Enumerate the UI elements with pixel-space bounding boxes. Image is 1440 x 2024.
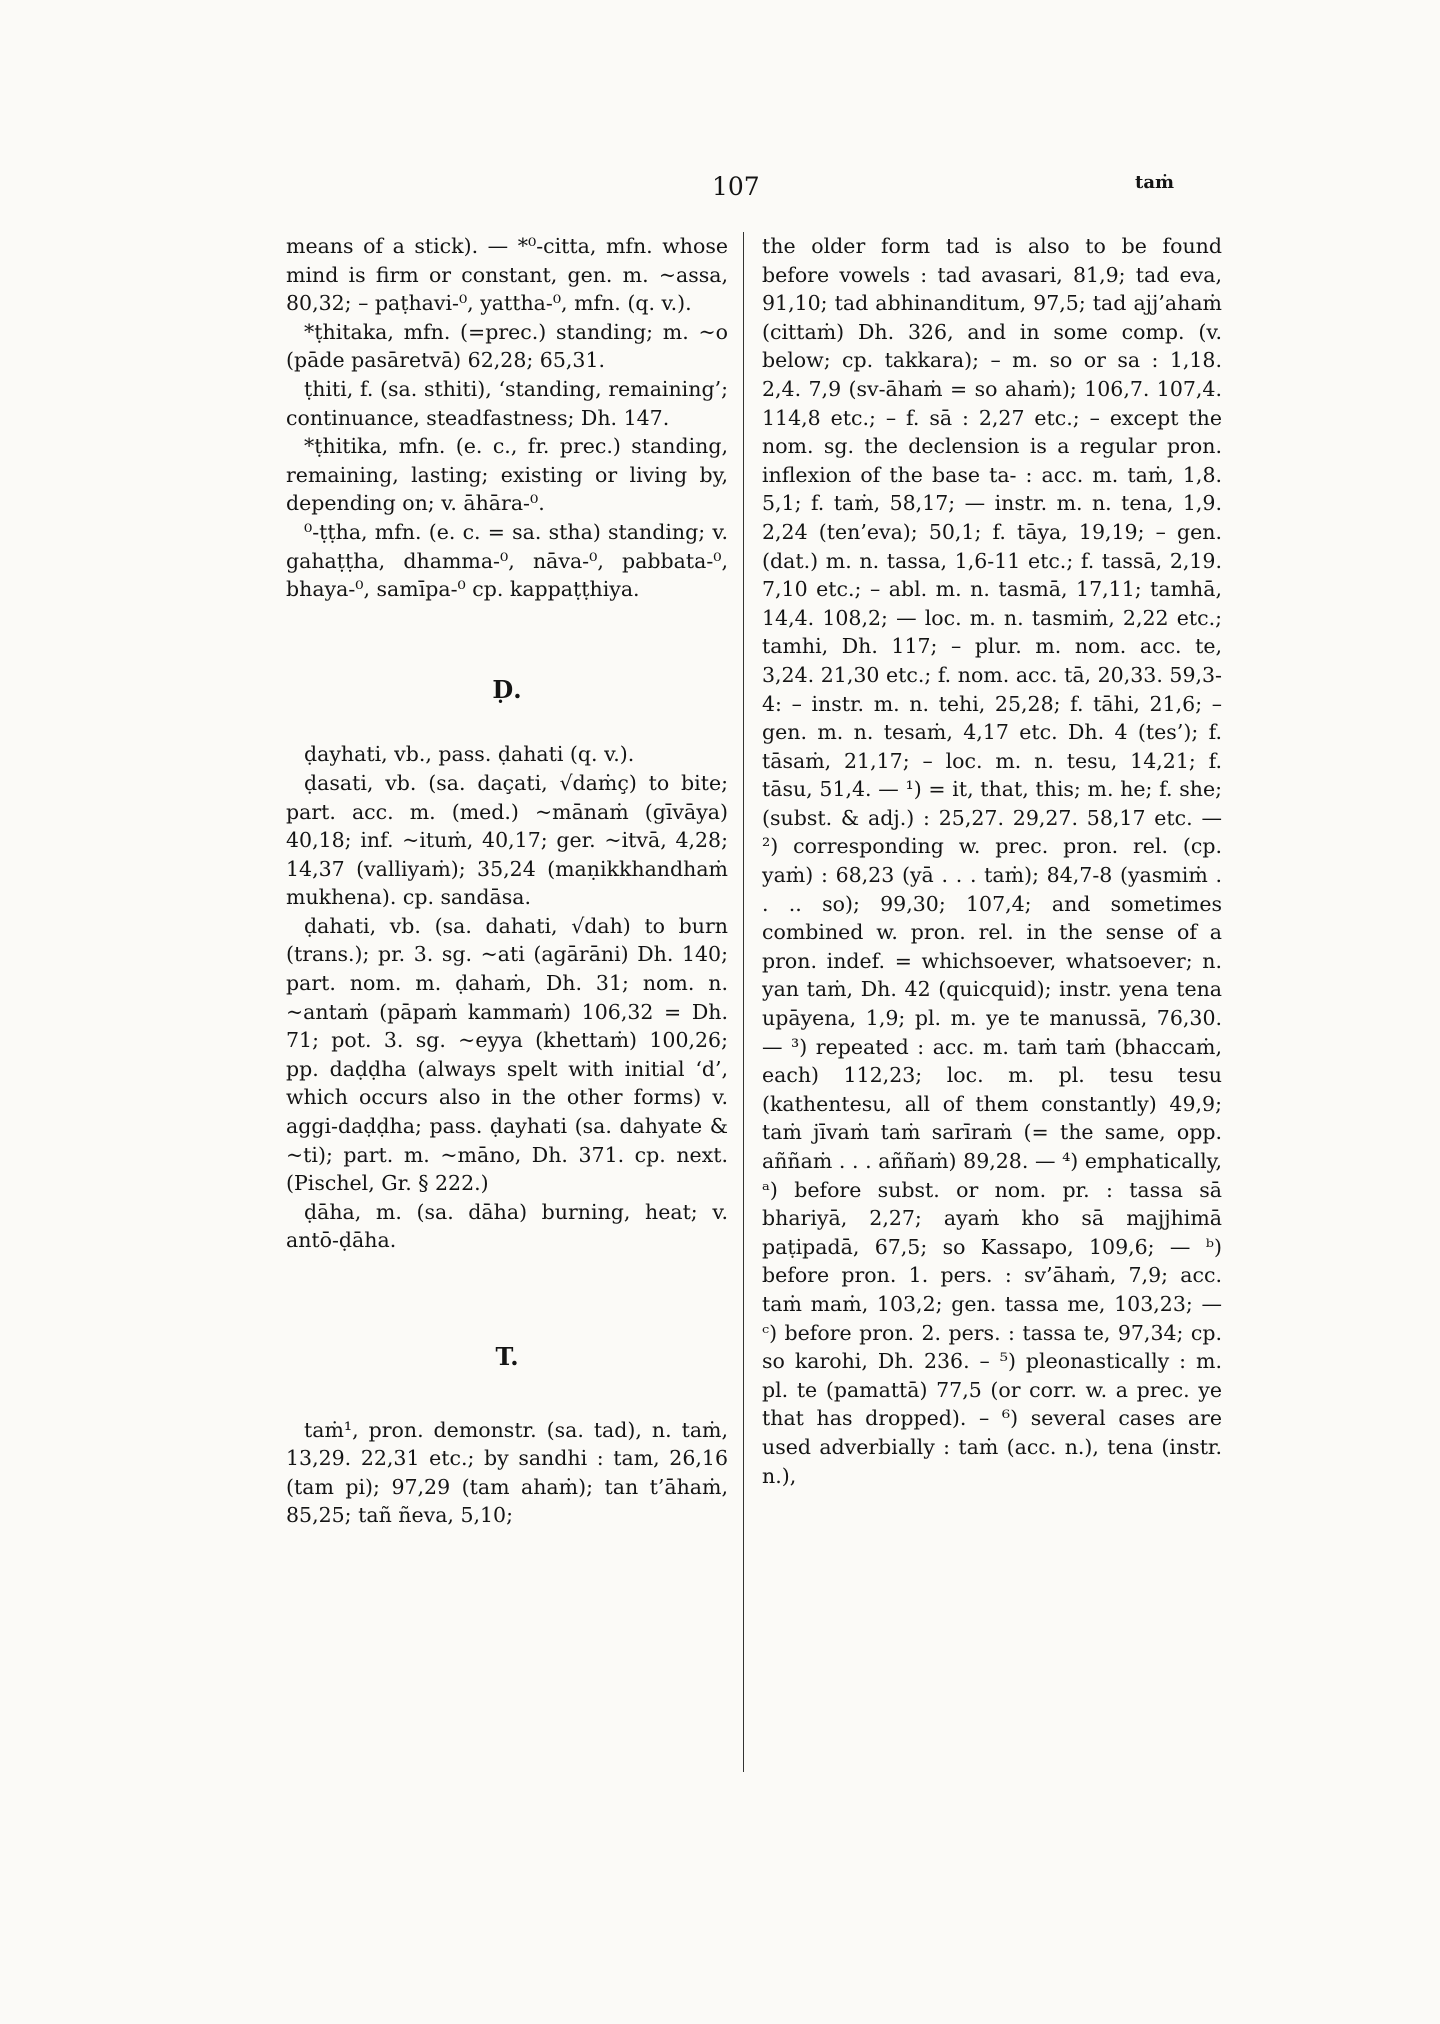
entry-thitaka: *ṭhitaka, mfn. (=prec.) standing; m. ~o (pāde pasāretvā) 62,28; 65,31. bbox=[286, 319, 728, 373]
entry-thitika: *ṭhitika, mfn. (e. c., fr. prec.) standing, remaining, lasting; existing or living by, depending on; v. āhāra-⁰. bbox=[286, 434, 728, 516]
section-heading-t: T. bbox=[495, 1342, 519, 1371]
left-column bbox=[286, 232, 728, 1530]
entry-thiti: ṭhiti, f. (sa. sthiti), ‘standing, remaining’; continuance, steadfastness; Dh. 147. bbox=[286, 376, 728, 430]
section-heading-d: Ḍ. bbox=[492, 674, 522, 704]
entry-citta-continuation: means of a stick). — *⁰-citta, mfn. whose mind is firm or constant, gen. m. ~assa, 80,32; – paṭhavi-⁰, yattha-⁰, mfn. (q. v.). bbox=[286, 234, 728, 316]
column-divider bbox=[743, 232, 744, 1772]
entry-dahati: ḍahati, vb. (sa. dahati, √dah) to burn (trans.); pr. 3. sg. ~ati (agārāni) Dh. 140; part. nom. m. ḍahaṁ, Dh. 31; nom. n. ~antaṁ (pāpaṁ kammaṁ) 106,32 = Dh. 71; pot. 3. sg. ~eyya (khettaṁ) 100,26; pp. daḍḍha (always spelt with initial ‘d’, which occurs also in the other forms) v. aggi-daḍḍha; pass. ḍayhati (sa. dahyate & ~ti); part. m. ~māno, Dh. 371. cp. next. (Pischel, Gr. § 222.) bbox=[286, 913, 728, 1196]
entry-ttha: ⁰-ṭṭha, mfn. (e. c. = sa. stha) standing; v. gahaṭṭha, dhamma-⁰, nāva-⁰, pabbata-⁰, bhaya-⁰, samīpa-⁰ cp. kappaṭṭhiya. bbox=[286, 519, 728, 602]
entry-daha: ḍāha, m. (sa. dāha) burning, heat; v. antō-ḍāha. bbox=[286, 1199, 728, 1253]
entry-tam-continuation: the older form tad is also to be found before vowels : tad avasari, 81,9; tad eva, 91,10; tad abhinanditum, 97,5; tad ajj’ahaṁ (cittaṁ) Dh. 326, and in some comp. (v. below; cp. takkara); – m. so or sa : 1,18. 2,4. 7,9 (sv-āhaṁ = so ahaṁ); 106,7. 107,4. 114,8 etc.; – f. sā : 2,27 etc.; – except the nom. sg. the declension is a regular pron. inflexion of the base ta- : acc. m. taṁ, 1,8. 5,1; f. taṁ, 58,17; — instr. m. n. tena, 1,9. 2,24 (ten’eva); 50,1; f. tāya, 19,19; – gen. (dat.) m. n. tassa, 1,6-11 etc.; f. tassā, 2,19. 7,10 etc.; – abl. m. n. tasmā, 17,11; tamhā, 14,4. 108,2; — loc. m. n. tasmiṁ, 2,22 etc.; tamhi, Dh. 117; – plur. m. nom. acc. te, 3,24. 21,30 etc.; f. nom. acc. tā, 20,33. 59,3-4: – instr. m. n. tehi, 25,28; f. tāhi, 21,6; – gen. m. n. tesaṁ, 4,17 etc. Dh. 4 (tes’); f. tāsaṁ, 21,17; – loc. m. n. tesu, 14,21; f. tāsu, 51,4. — ¹) = it, that, this; m. he; f. she; (subst. & adj.) : 25,27. 29,27. 58,17 etc. — ²) corresponding w. prec. pron. rel. (cp. yaṁ) : 68,23 (yā . . . taṁ); 84,7-8 (yasmiṁ . . .. so); 99,30; 107,4; and sometimes combined w. pron. rel. in the sense of a pron. indef. = whichsoever, whatsoever; n. yan taṁ, Dh. 42 (quicquid); instr. yena tena upāyena, 1,9; pl. m. ye te manussā, 76,30. — ³) repeated : acc. m. taṁ taṁ (bhaccaṁ, each) 112,23; loc. m. pl. tesu tesu (kathentesu, all of them constantly) 49,9; taṁ jīvaṁ taṁ sarīraṁ (= the same, opp. aññaṁ . . . aññaṁ) 89,28. — ⁴) emphatically, ᵃ) before subst. or nom. pr. : tassa sā bhariyā, 2,27; ayaṁ kho sā majjhimā paṭipadā, 67,5; so Kassapo, 109,6; — ᵇ) before pron. 1. pers. : sv’āhaṁ, 7,9; acc. taṁ maṁ, 103,2; gen. tassa me, 103,23; — ᶜ) before pron. 2. pers. : tassa te, 97,34; cp. so karohi, Dh. 236. – ⁵) pleonastically : m. pl. te (pamattā) 77,5 (or corr. w. a prec. ye that has dropped). – ⁶) several cases are used adverbially : taṁ (acc. n.), tena (instr. n.), bbox=[762, 234, 1222, 1488]
entry-tam: taṁ¹, pron. demonstr. (sa. tad), n. taṁ, 13,29. 22,31 etc.; by sandhi : tam, 26,16 (tam pi); 97,29 (tam ahaṁ); tan t’āhaṁ, 85,25; tañ ñeva, 5,10; bbox=[286, 1417, 728, 1528]
running-head: taṁ bbox=[1135, 172, 1175, 193]
right-column bbox=[762, 232, 1222, 1490]
entry-dayhati: ḍayhati, vb., pass. ḍahati (q. v.). bbox=[304, 742, 635, 767]
page-number: 107 bbox=[712, 172, 760, 201]
entry-dasati: ḍasati, vb. (sa. daçati, √daṁç) to bite; part. acc. m. (med.) ~mānaṁ (gīvāya) 40,18; inf. ~ituṁ, 40,17; ger. ~itvā, 4,28; 14,37 (valliyaṁ); 35,24 (maṇikkhandhaṁ mukhena). cp. sandāsa. bbox=[286, 770, 728, 910]
